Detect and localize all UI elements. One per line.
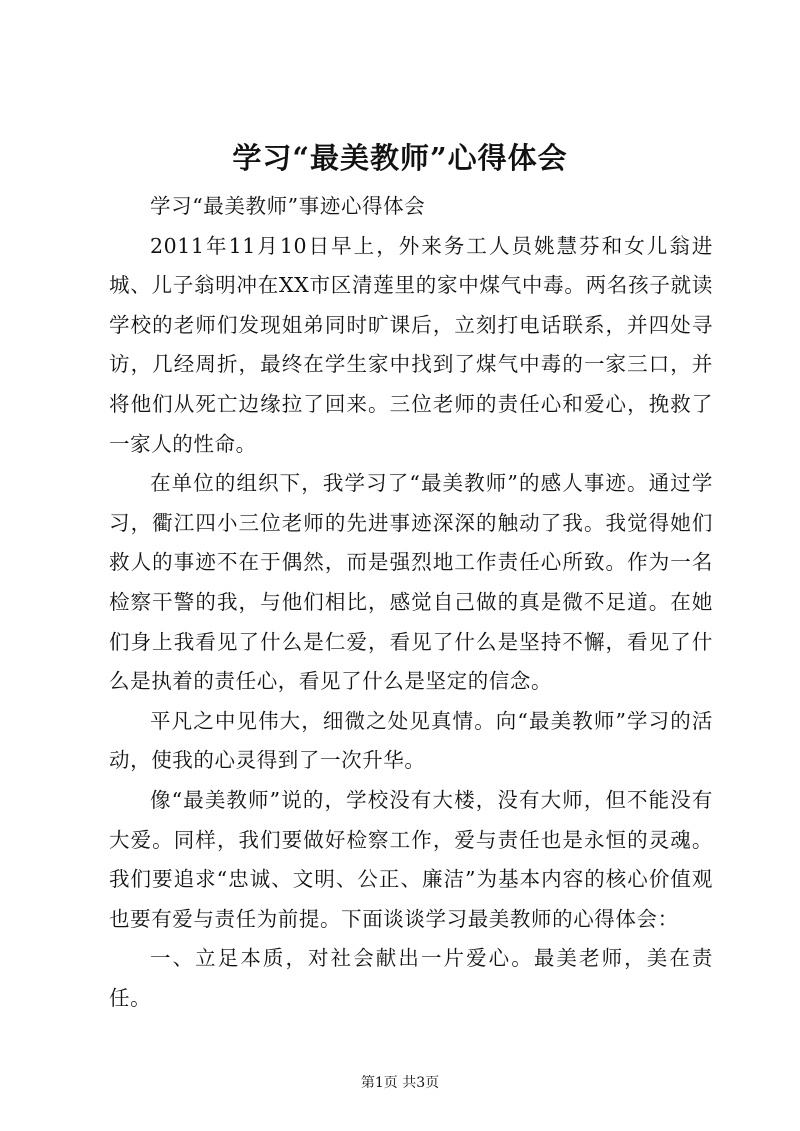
paragraph: 2011年11月10日早上，外来务工人员姚慧芬和女儿翁进城、儿子翁明冲在XX市区清莲里的家中煤气中毒。两名孩子就读学校的老师们发现姐弟同时旷课后，立刻打电话联系，并四处寻访，几经周折，最终在学生家中找到了煤气中毒的一家三口，并将他们从死亡边缘拉了回来。三位老师的责任心和爱心，挽救了一家人的性命。 [109, 233, 713, 456]
paragraph: 像“最美教师”说的，学校没有大楼，没有大师，但不能没有大爱。同样，我们要做好检察工作，爱与责任也是永恒的灵魂。我们要追求“忠诚、文明、公正、廉洁”为基本内容的核心价值观也要有爱与责任为前提。下面谈谈学习最美教师的心得体会： [109, 787, 713, 931]
paragraph-subtitle: 学习“最美教师”事迹心得体会 [150, 194, 426, 218]
paragraph: 在单位的组织下，我学习了“最美教师”的感人事迹。通过学习，衢江四小三位老师的先进事迹深深的触动了我。我觉得她们救人的事迹不在于偶然，而是强烈地工作责任心所致。作为一名检察干警的我，与他们相比，感觉自己做的真是微不足道。在她们身上我看见了什么是仁爱，看见了什么是坚持不懈，看见了什么是执着的责任心，看见了什么是坚定的信念。 [109, 471, 713, 694]
page-footer: 第1页 共3页 [360, 1075, 440, 1091]
document-body [109, 187, 713, 1018]
paragraph: 平凡之中见伟大，细微之处见真情。向“最美教师”学习的活动，使我的心灵得到了一次升华。 [109, 708, 713, 773]
document-title: 学习“最美教师”心得体会 [232, 141, 568, 175]
paragraph: 一、立足本质，对社会献出一片爱心。最美老师，美在责任。 [109, 946, 713, 1010]
